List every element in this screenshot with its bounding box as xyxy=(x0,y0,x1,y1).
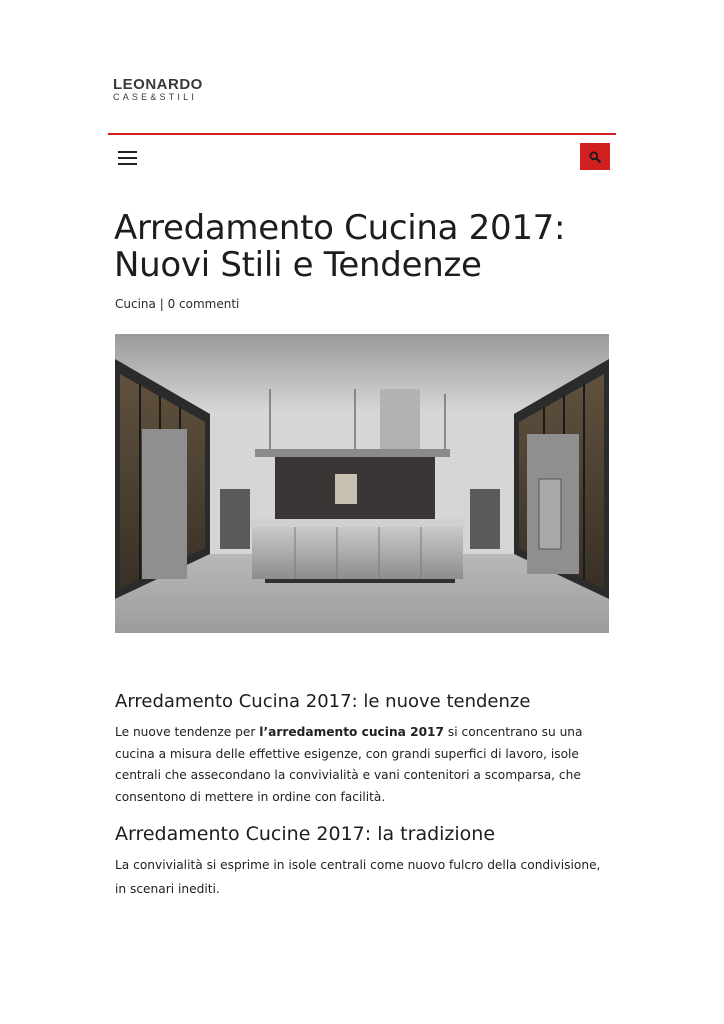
hamburger-menu-icon[interactable] xyxy=(118,150,138,166)
section-heading-tendenze: Arredamento Cucina 2017: le nuove tendenze xyxy=(115,691,531,712)
paragraph-keyword: l’arredamento cucina 2017 xyxy=(259,725,445,739)
section-paragraph-tradizione: La convivialità si esprime in isole centrali come nuovo fulcro della condivisione, in scenari inediti. xyxy=(115,858,601,896)
kitchen-photo xyxy=(115,334,609,633)
section-paragraph-tendenze xyxy=(115,722,615,808)
section-heading-tradizione: Arredamento Cucine 2017: la tradizione xyxy=(115,823,496,845)
paragraph-text-start: Le nuove tendenze per xyxy=(115,725,260,739)
category-link[interactable]: Cucina xyxy=(115,297,156,311)
logo-sub-text: CASE&STILI xyxy=(113,92,198,102)
site-logo[interactable] xyxy=(113,78,223,102)
page-title-line-1: Arredamento Cucina 2017: xyxy=(114,208,566,248)
paragraph-text-end: si concentrano su una cucina a misura delle effettive esigenze, con grandi superfici di lavoro, isole centrali che assecondano la convivialità e vani contenitori a scomparsa, che consentono di mettere in ordine con facilità. xyxy=(115,725,583,804)
meta-separator: | xyxy=(159,297,164,311)
comments-link[interactable]: 0 commenti xyxy=(167,297,240,311)
search-icon xyxy=(589,151,601,163)
featured-image xyxy=(115,334,609,633)
page-title-line-2: Nuovi Stili e Tendenze xyxy=(114,245,482,285)
logo-main-text: LEONARDO xyxy=(113,76,203,93)
navigation-bar xyxy=(108,133,616,179)
search-button[interactable] xyxy=(580,143,610,170)
page-title xyxy=(114,210,614,284)
post-meta xyxy=(115,297,239,311)
